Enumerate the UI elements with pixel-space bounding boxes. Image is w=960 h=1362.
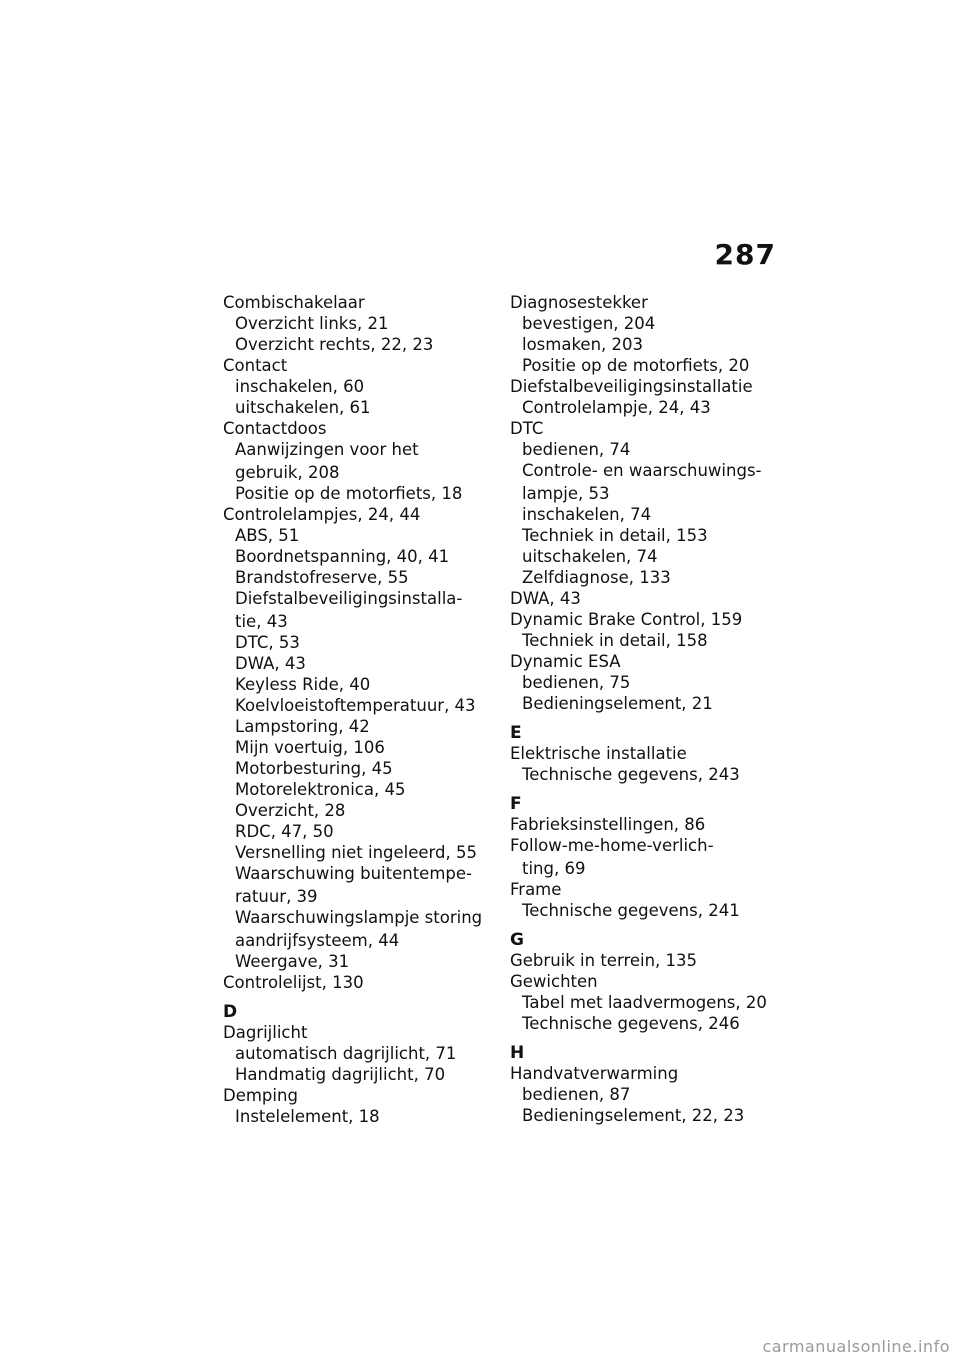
index-subentry: DTC, 53 [235,633,300,652]
index-continuation: gebruik, 208 [235,463,340,482]
page-number: 287 [714,238,776,271]
index-subentry: Boordnetspanning, 40, 41 [235,547,450,566]
index-heading: Combischakelaar [223,293,365,312]
index-continuation: lampje, 53 [522,484,610,503]
index-subentry: Positie op de motorfiets, 20 [522,356,750,375]
index-continuation: tie, 43 [235,612,288,631]
index-subentry: uitschakelen, 61 [235,398,371,417]
index-heading: Controlelampjes, 24, 44 [223,505,421,524]
section-letter: H [510,1043,525,1063]
index-subentry: Techniek in detail, 158 [522,631,708,650]
index-heading: Follow-me-home-verlich- [510,836,714,855]
index-heading: Gebruik in terrein, 135 [510,951,698,970]
index-heading: Dynamic ESA [510,652,621,671]
index-subentry: Overzicht, 28 [235,801,346,820]
index-subentry: Controlelampje, 24, 43 [522,398,711,417]
index-subentry: Techniek in detail, 153 [522,526,708,545]
index-subentry: Waarschuwingslampje storing [235,908,483,927]
index-subentry: inschakelen, 74 [522,505,652,524]
index-column-right [510,292,790,1126]
index-subentry: Brandstofreserve, 55 [235,568,409,587]
index-subentry: Motorelektronica, 45 [235,780,406,799]
index-subentry: bevestigen, 204 [522,314,656,333]
section-letter: F [510,794,522,814]
section-letter: E [510,723,522,743]
index-continuation: ting, 69 [522,859,586,878]
index-heading: Elektrische installatie [510,744,687,763]
index-subentry: automatisch dagrijlicht, 71 [235,1044,457,1063]
index-subentry: bedienen, 75 [522,673,631,692]
index-heading: Contact [223,356,288,375]
index-heading: Handvatverwarming [510,1064,679,1083]
index-subentry: Overzicht links, 21 [235,314,389,333]
index-subentry: bedienen, 74 [522,440,631,459]
index-subentry: Lampstoring, 42 [235,717,370,736]
index-subentry: Waarschuwing buitentempe- [235,864,472,883]
index-subentry: Technische gegevens, 241 [522,901,740,920]
index-heading: Frame [510,880,562,899]
index-subentry: Bedieningselement, 21 [522,694,713,713]
index-subentry: Mijn voertuig, 106 [235,738,385,757]
index-heading: DWA, 43 [510,589,581,608]
index-subentry: inschakelen, 60 [235,377,365,396]
index-subentry: Technische gegevens, 246 [522,1014,740,1033]
index-heading: Diagnosestekker [510,293,648,312]
index-heading: DTC [510,419,544,438]
index-continuation: ratuur, 39 [235,887,318,906]
index-subentry: RDC, 47, 50 [235,822,334,841]
index-subentry: Aanwijzingen voor het [235,440,419,459]
index-heading: Dagrijlicht [223,1023,308,1042]
index-heading: Gewichten [510,972,598,991]
index-subentry: Motorbesturing, 45 [235,759,393,778]
index-subentry: Controle- en waarschuwings- [522,461,762,480]
index-subentry: ABS, 51 [235,526,300,545]
watermark: carmanualsonline.info [762,1337,950,1356]
index-heading: Contactdoos [223,419,327,438]
index-subentry: Overzicht rechts, 22, 23 [235,335,434,354]
index-subentry: Weergave, 31 [235,952,350,971]
index-subentry: uitschakelen, 74 [522,547,658,566]
index-subentry: losmaken, 203 [522,335,644,354]
section-letter: G [510,930,524,950]
index-subentry: Technische gegevens, 243 [522,765,740,784]
index-heading: Diefstalbeveiligingsinstallatie [510,377,753,396]
index-heading: Demping [223,1086,298,1105]
index-subentry: Zelfdiagnose, 133 [522,568,671,587]
index-subentry: Tabel met laadvermogens, 20 [522,993,767,1012]
index-subentry: Handmatig dagrijlicht, 70 [235,1065,446,1084]
index-subentry: Versnelling niet ingeleerd, 55 [235,843,477,862]
index-heading: Controlelijst, 130 [223,973,364,992]
index-subentry: bedienen, 87 [522,1085,631,1104]
index-subentry: Positie op de motorfiets, 18 [235,484,463,503]
index-subentry: Keyless Ride, 40 [235,675,371,694]
index-subentry: Koelvloeistoftemperatuur, 43 [235,696,476,715]
index-subentry: Diefstalbeveiligingsinstalla- [235,589,463,608]
index-subentry: DWA, 43 [235,654,306,673]
index-column-left [223,292,495,1127]
index-heading: Dynamic Brake Control, 159 [510,610,743,629]
index-subentry: Instelelement, 18 [235,1107,380,1126]
index-heading: Fabrieksinstellingen, 86 [510,815,706,834]
section-letter: D [223,1002,238,1022]
index-subentry: Bedieningselement, 22, 23 [522,1106,745,1125]
index-continuation: aandrijfsysteem, 44 [235,931,400,950]
